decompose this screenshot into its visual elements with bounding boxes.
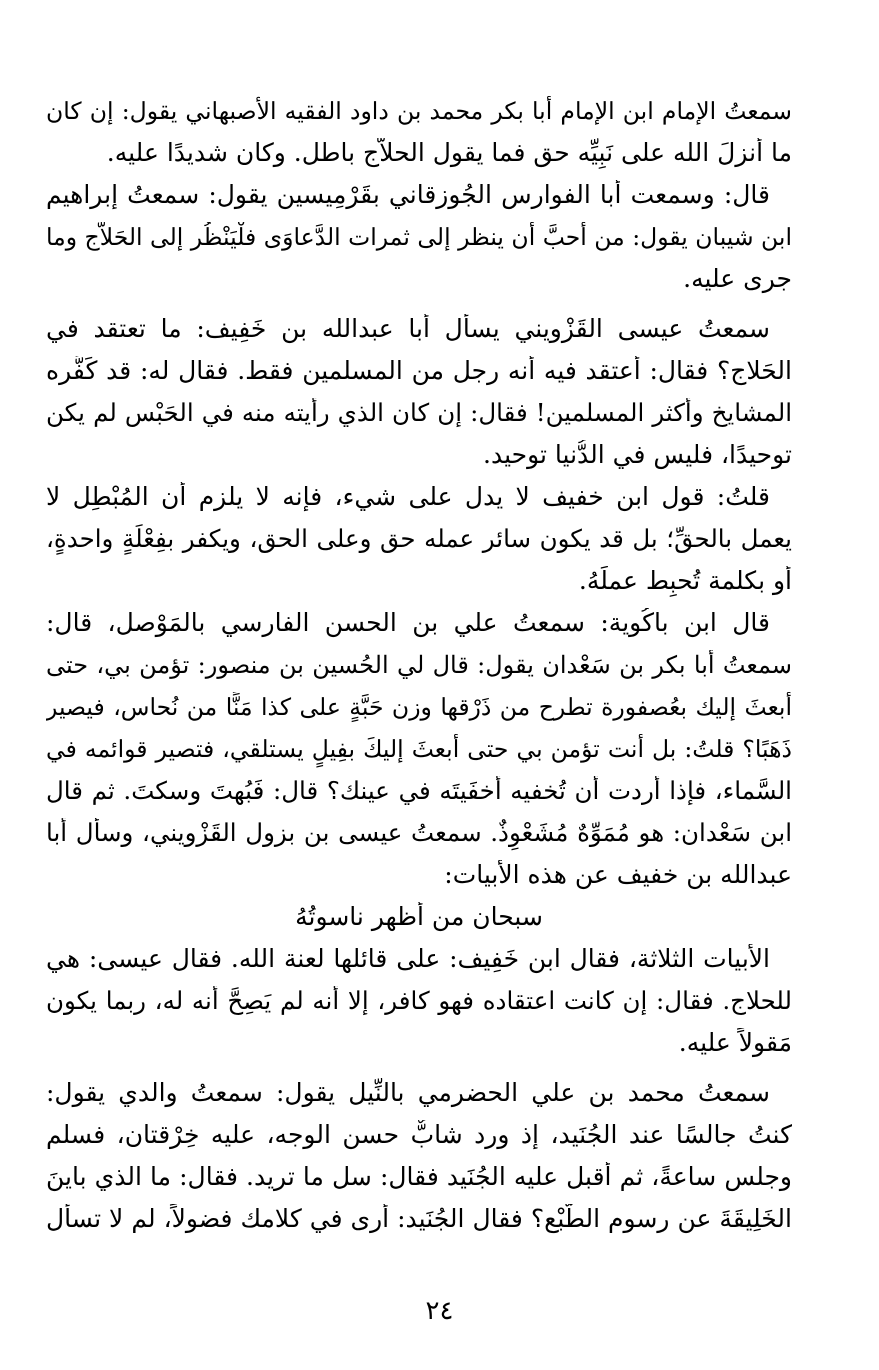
text-line: وجلس ساعةً، ثم أقبل عليه الجُنَيد فقال: سل ما تريد. فقال: ما الذي باينَ — [46, 1162, 792, 1191]
text-line: سمعتُ أبا بكر بن سَعْدان يقول: قال لي الحُسين بن منصور: تؤمن بي، حتى — [46, 651, 792, 679]
text-line: للحلاج. فقال: إن كانت اعتقاده فهو كافر، إلا أنه لم يَصِحَّ أنه له، ربما يكون — [46, 986, 792, 1015]
text-line: قال ابن باكُوية: سمعتُ علي بن الحسن الفارسي بالمَوْصل، قال: — [46, 608, 770, 637]
verse-line: سبحان من أظهر ناسوتُهُ — [295, 902, 543, 931]
text-line: ابن سَعْدان: هو مُمَوِّهٌ مُشَعْوِذٌ. سمعتُ عيسى بن بزول القَزْويني، وسأل أبا — [46, 818, 792, 847]
text-line: يعمل بالحقِّ؛ بل قد يكون سائر عمله حق وعلى الحق، ويكفر بفِعْلَةٍ واحدةٍ، — [46, 524, 792, 553]
text-line: سمعتُ عيسى القَزْويني يسأل أبا عبدالله بن خَفِيف: ما تعتقد في — [46, 314, 770, 343]
page-text — [46, 96, 792, 1246]
text-line: السَّماء، فإذا أردت أن تُخفيه أخفَيتَه في عينك؟ قال: فَبُهتَ وسكتَ. ثم قال — [46, 776, 792, 805]
text-line: مَقولاً عليه. — [678, 1028, 792, 1057]
text-line: قال: وسمعت أبا الفوارس الجُوزقاني بقَرْمِيسين يقول: سمعتُ إبراهيم — [46, 180, 770, 209]
text-line: عبدالله بن خفيف عن هذه الأبيات: — [444, 860, 792, 889]
text-line: أبعثَ إليك بعُصفورة تطرح من ذَرْقها وزن حَبَّةٍ على كذا مَنًّا من نُحاس، فيصير — [46, 693, 792, 721]
text-line: سمعتُ محمد بن علي الحضرمي بالنِّيل يقول: سمعتُ والدي يقول: — [46, 1078, 770, 1107]
text-line: سمعتُ الإمام ابن الإمام أبا بكر محمد بن داود الفقيه الأصبهاني يقول: إن كان — [46, 97, 792, 125]
text-line: ابن شيبان يقول: من أحبَّ أن ينظر إلى ثمرات الدَّعاوَى فلْيَنْظُر إلى الحَلاَّج وما — [46, 223, 792, 251]
text-line: الحَلاج؟ فقال: أعتقد فيه أنه رجل من المسلمين فقط. فقال له: قد كَفَّره — [46, 356, 792, 385]
text-line: أو بكلمة تُحبِط عملَهُ. — [578, 566, 792, 595]
text-line: ذَهَبًا؟ قلتُ: بل أنت تؤمن بي حتى أبعثَ إليكَ بفِيلٍ يستلقي، فتصير قوائمه في — [46, 735, 792, 763]
text-line: كنتُ جالسًا عند الجُنَيد، إذ ورد شابٌّ حسن الوجه، عليه خِرْقتان، فسلم — [46, 1120, 792, 1149]
text-line: المشايخ وأكثر المسلمين! فقال: إن كان الذي رأيته منه في الحَبْس لم يكن — [46, 398, 792, 427]
text-line: الخَلِيقَةَ عن رسوم الطَّبْع؟ فقال الجُنَيد: أرى في كلامك فضولاً، لم لا تسأل — [46, 1204, 792, 1233]
text-line: الأبيات الثلاثة، فقال ابن خَفِيف: على قائلها لعنة الله. فقال عيسى: هي — [46, 944, 770, 973]
text-line: قلتُ: قول ابن خفيف لا يدل على شيء، فإنه لا يلزم أن المُبْطِل لا — [46, 482, 770, 511]
page-number: ٢٤ — [425, 1296, 454, 1326]
text-line: جرى عليه. — [683, 264, 792, 293]
text-line: توحيدًا، فليس في الدُّنيا توحيد. — [483, 440, 792, 469]
text-line: ما أنزلَ الله على نَبِيِّه حق فما يقول الحلاّج باطل. وكان شديدًا عليه. — [106, 138, 792, 167]
